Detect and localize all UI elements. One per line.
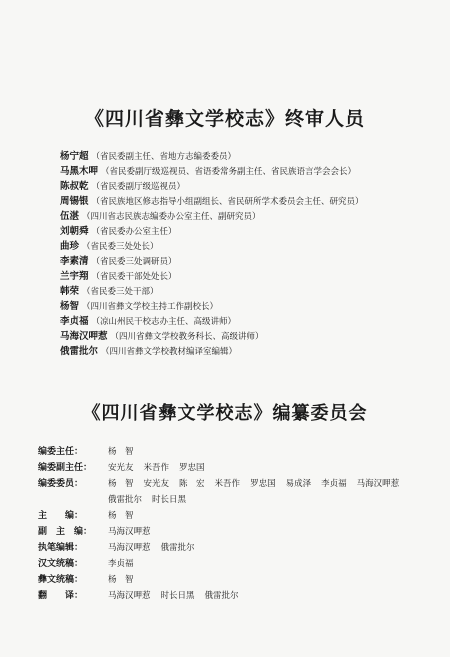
member-row: [60, 149, 440, 164]
member-row: [60, 239, 440, 254]
final-review-list: [60, 149, 440, 359]
member-row: [60, 179, 440, 194]
committee-row: [38, 540, 438, 556]
committee-member-name: 安光友: [143, 479, 170, 489]
committee-member-name: 罗忠国: [250, 479, 276, 489]
member-row: [60, 329, 440, 344]
committee-row: [38, 556, 438, 572]
member-row: [60, 299, 440, 314]
committee-role-label: 汉文统稿：: [38, 559, 84, 569]
member-role: （省民委副厅级巡视员、省语委常务副主任、省民族语言学会会长）: [101, 167, 357, 177]
committee-member-name: 马海汉呷惹: [356, 479, 400, 489]
committee-row: [38, 524, 438, 540]
committee-member-name: 马海汉呷惹: [108, 591, 151, 601]
member-role: （省民委副厅级巡视员）: [91, 182, 186, 192]
committee-names: [108, 444, 438, 460]
committee-row: [38, 588, 438, 604]
member-name: 俄雷批尔: [60, 346, 99, 357]
member-row: [60, 269, 440, 284]
member-role: （四川省志民族志编委办公室主任、副研究员）: [82, 212, 261, 222]
committee-member-name: 俄雷批尔: [108, 495, 143, 505]
member-name: 伍湛: [60, 211, 80, 222]
committee-names: [108, 476, 438, 508]
committee-names: [108, 588, 438, 604]
committee-row: [38, 444, 438, 460]
committee-names: [108, 556, 438, 572]
committee-member-name: 米吾作: [143, 463, 170, 473]
committee-row: [38, 508, 438, 524]
member-name: 李贞福: [60, 316, 89, 327]
committee-names: [108, 540, 438, 556]
member-row: [60, 284, 440, 299]
member-role: （四川省彝文学校教务科长、高级讲师）: [110, 332, 264, 342]
committee-role-label: 编委副主任：: [38, 463, 93, 473]
member-role: （省民委办公室主任）: [91, 227, 177, 237]
member-row: [60, 314, 440, 329]
member-role: （省民委副主任、省地方志编委委员）: [91, 152, 237, 162]
committee-member-name: 安光友: [108, 463, 134, 473]
committee-member-name: 时长日黑: [152, 495, 187, 505]
member-name: 马海汉呷惹: [60, 331, 108, 342]
committee-row: [38, 476, 438, 508]
member-row: [60, 194, 440, 209]
member-role: （凉山州民干校志办主任、高级讲师）: [91, 317, 237, 327]
committee-member-name: 杨 智: [108, 575, 134, 585]
committee-list: [38, 444, 438, 604]
member-role: （省民委三处干部）: [82, 287, 159, 297]
committee-role-label: 执笔编辑：: [38, 543, 84, 553]
member-row: [60, 344, 440, 359]
member-row: [60, 254, 440, 269]
committee-names: [108, 508, 438, 524]
committee-role-label: 副 主 编：: [38, 527, 93, 537]
committee-member-name: 易成泽: [285, 479, 312, 489]
member-name: 韩荣: [60, 286, 80, 297]
member-name: 陈叔乾: [60, 181, 89, 192]
committee-member-name: 杨 智: [108, 479, 134, 489]
committee-member-name: 俄雷批尔: [160, 543, 195, 553]
committee-row: [38, 460, 438, 476]
committee-member-name: 马海汉呷惹: [108, 527, 151, 537]
committee-names: [108, 460, 438, 476]
final-review-title: 《四川省彝文学校志》终审人员: [84, 108, 365, 130]
committee-member-name: 俄雷批尔: [204, 591, 239, 601]
member-role: （省民委干部处处长）: [91, 272, 177, 282]
member-role: （省民族地区修志指导小组副组长、省民研所学术委员会主任、研究员）: [91, 197, 364, 207]
committee-role-label: 编委主任：: [38, 447, 84, 457]
member-name: 周锡银: [60, 196, 89, 207]
member-name: 马黑木呷: [60, 166, 99, 177]
committee-member-name: 时长日黑: [160, 591, 195, 601]
member-role: （四川省彝文学校教材编译室编辑）: [101, 347, 238, 357]
member-name: 杨宁超: [60, 151, 89, 162]
member-name: 杨智: [60, 301, 80, 312]
member-row: [60, 209, 440, 224]
committee-row: [38, 572, 438, 588]
committee-member-name: 罗忠国: [179, 463, 205, 473]
committee-role-label: 彝文统稿：: [38, 575, 84, 585]
member-role: （省民委三处处长）: [82, 242, 159, 252]
member-name: 曲珍: [60, 241, 80, 252]
member-name: 李素清: [60, 256, 89, 267]
committee-member-name: 马海汉呷惹: [108, 543, 151, 553]
committee-member-name: 米吾作: [214, 479, 241, 489]
member-name: 刘朝舜: [60, 226, 89, 237]
member-row: [60, 164, 440, 179]
committee-member-name: 陈 宏: [179, 479, 205, 489]
member-row: [60, 224, 440, 239]
member-role: （省民委三处调研员）: [91, 257, 177, 267]
committee-member-name: 李贞福: [108, 559, 134, 569]
committee-member-name: 杨 智: [108, 511, 134, 521]
committee-member-name: 李贞福: [321, 479, 347, 489]
committee-role-label: 主 编：: [38, 511, 84, 521]
committee-role-label: 翻 译：: [38, 591, 84, 601]
committee-member-name: 杨 智: [108, 447, 134, 457]
committee-names: [108, 572, 438, 588]
member-role: （四川省彝文学校主持工作副校长）: [82, 302, 219, 312]
committee-role-label: 编委委员：: [38, 479, 84, 489]
member-name: 兰宇翔: [60, 271, 89, 282]
committee-names: [108, 524, 438, 540]
committee-title: 《四川省彝文学校志》编纂委员会: [82, 403, 368, 424]
